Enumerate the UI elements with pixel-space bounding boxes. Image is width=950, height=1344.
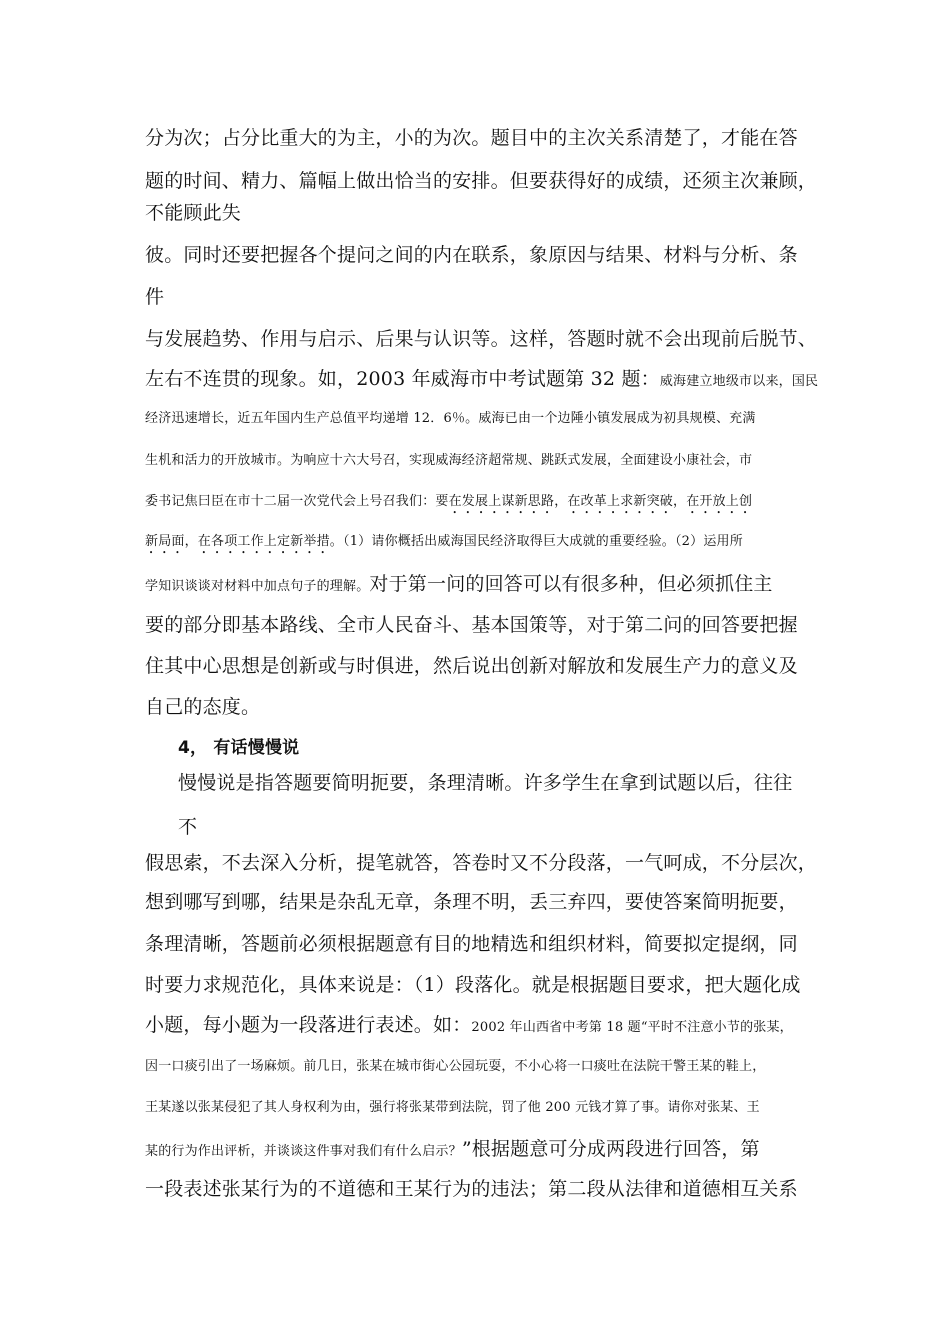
text-segment: （1）请你概括出威海国民经济取得巨大成就的重要经验。（2）运用所 [343,534,743,549]
text-line: 分为次；占分比重大的为主，小的为次。题目中的主次关系清楚了，才能在答 [145,127,798,149]
text-segment: 左右不连贯的现象。如，2003 年威海市中考试题第 32 题： [145,368,660,390]
text-line: 件 [145,286,165,308]
text-line: 条理清晰，答题前必须根据题意有目的地精选和组织材料，简要拟定提纲，同 [145,933,798,955]
emphasized-sentence: 在发展上谋新思路，在改革上求新突破，在开放上创 [448,494,753,509]
text-segment: 对于第一问的回答可以有很多种，但必须抓住主 [369,573,773,595]
text-line: 彼。同时还要把握各个提问之间的内在联系，象原因与结果、材料与分析、条 [145,244,798,266]
quoted-material-line [145,530,743,557]
quoted-material-line: 因一口痰引出了一场麻烦。前几日，张某在城市街心公园玩耍，不小心将一口痰吐在法院干警王某的鞋上， [145,1059,766,1074]
text-line [145,1013,793,1040]
text-line: 住其中心思想是创新或与时俱进，然后说出创新对解放和发展生产力的意义及 [145,655,798,677]
text-line: 题的时间、精力、篇幅上做出恰当的安排。但要获得好的成绩，还须主次兼顾， [145,170,818,192]
text-line: 自己的态度。 [145,696,261,718]
text-line: 假思索，不去深入分析，提笔就答，答卷时又不分段落，一气呵成，不分层次， [145,852,818,874]
text-segment: ”根据题意可分成两段进行回答，第 [461,1138,760,1160]
text-line [145,367,818,394]
text-segment: 小题，每小题为一段落进行表述。如： [145,1014,472,1036]
text-line [145,572,773,599]
text-line: 慢慢说是指答题要简明扼要，条理清晰。许多学生在拿到试题以后，往往 [178,772,793,794]
text-line: 不能顾此失 [145,202,242,224]
section-heading: 4， 有话慢慢说 [178,738,300,758]
quoted-material: 威海建立地级市以来，国民 [659,374,819,389]
quoted-material: 2002 年山西省中考第 18 题“平时不注意小节的张某， [471,1020,793,1035]
text-line: 与发展趋势、作用与启示、后果与认识等。这样，答题时就不会出现前后脱节、 [145,328,818,350]
text-line: 时要力求规范化，具体来说是：（1）段落化。就是根据题目要求，把大题化成 [145,974,801,996]
emphasized-sentence: 新局面，在各项工作上定新举措。 [145,534,344,549]
quoted-material-line: 经济迅速增长，近五年国内生产总值平均递增 12．6％。威海已由一个边陲小镇发展成为初具规模、充满 [145,411,756,426]
text-line: 一段表述张某行为的不道德和王某行为的违法；第二段从法律和道德相互关系 [145,1178,798,1200]
text-line [145,1137,760,1164]
quoted-material-line: 王某遂以张某侵犯了其人身权利为由，强行将张某带到法院，罚了他 200 元钱才算了事。请你对张某、王 [145,1100,760,1115]
text-line: 要的部分即基本路线、全市人民奋斗、基本国策等，对于第二问的回答要把握 [145,614,798,636]
text-segment: 委书记焦曰臣在市十二届一次党代会上号召我们：要 [145,494,449,509]
quoted-material-line [145,490,752,517]
text-line: 想到哪写到哪，结果是杂乱无章，条理不明，丢三弃四，要使答案简明扼要， [145,891,798,913]
text-line: 不 [178,816,198,838]
quoted-material: 学知识谈谈对材料中加点句子的理解。 [145,579,370,594]
quoted-material: 某的行为作出评析，并谈谈这件事对我们有什么启示？ [145,1144,462,1159]
quoted-material-line: 生机和活力的开放城市。为响应十六大号召，实现威海经济超常规、跳跃式发展，全面建设小康社会，市 [145,453,753,468]
